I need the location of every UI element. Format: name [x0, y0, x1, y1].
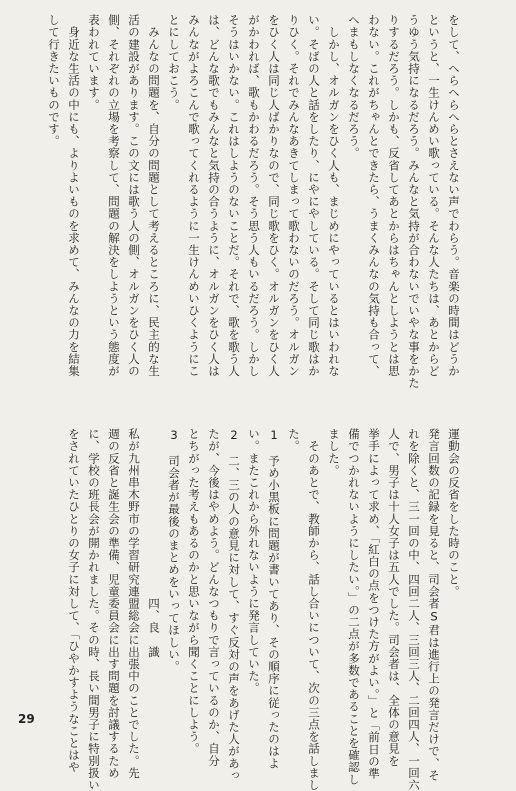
- text-column: 週の反省と誕生会の準備、児童委員会に出す問題を討議するため: [107, 428, 121, 779]
- text-column: をひく人は同じ人ばかりなので、同じ歌をひく。オルガンをひく人: [267, 14, 281, 377]
- text-column: ました。: [327, 428, 341, 477]
- text-column: 1 予め小黒板に問題が書いてあり、その順序に従ったのはよ: [267, 428, 281, 770]
- text-column: 発言回数の記録を見ると、司会者S君は進行上の発言だけで、そ: [427, 428, 441, 782]
- text-column: に、学校の班長会が開かれました。その時、長い間男子に特別扱い: [87, 428, 101, 791]
- text-column: して行きたいものです。: [47, 14, 61, 148]
- text-column: そうはいかない。これはしようのないことだ。それで、歌を歌う人: [227, 14, 241, 377]
- text-column: たが、今後はやめよう。どんなつもりで言っているのか、自分: [207, 428, 221, 767]
- text-column: そのあとで、教師から、話し合いについて、次の三点を話しまし: [307, 428, 321, 791]
- text-column: 側、それぞれの立場を考察して、問題の解決をしようという態度が: [107, 14, 121, 377]
- text-column: い。そばの人と話をしたり、にやにやしている。そして同じ歌はか: [307, 14, 321, 377]
- text-column: い。またこれから外れないように発言していた。: [247, 428, 261, 695]
- text-column: 表われています。: [87, 14, 101, 111]
- text-column: は、どんな歌でもみんなと気持の合うように、オルガンをひく人は: [207, 14, 221, 377]
- text-column: れを除くと、三一回の中、四回二人、三回三人、二回四人、一回六: [407, 428, 421, 791]
- text-column: をして、へらへらへらとさえない声でわらう。音楽の時間はどうか: [447, 14, 461, 377]
- text-column: とちがった考えもあるのかと思いながら聞くことにしよう。: [187, 428, 201, 755]
- text-column: 人で、男子は十人女子は五人でした。司会者は、全体の意見を: [387, 428, 401, 767]
- text-column: へまもしなくなるだろう。: [347, 14, 361, 160]
- text-column: わない。これがちゃんとできたら、うまくみんなの気持も合って、: [367, 14, 381, 377]
- text-column: というと、一生けんめい歌っている。そんな人たちは、あとからど: [427, 14, 441, 377]
- text-column: うゆう気持になるだろう。みんなと気持が合わないでいやな事をかた: [407, 14, 421, 390]
- text-column: りするだろう。しかも、反省してあとからはちゃんとしようとは思: [387, 14, 401, 377]
- text-column: 備でつかれないようにしたい。」の二点が多数であることを確認し: [347, 428, 361, 786]
- text-column: 運動会の反省をした時のこと。: [447, 428, 461, 598]
- text-column: をされていたひとりの女子に対して、「ひやかすようなことはや: [67, 428, 81, 774]
- text-column: 活の建設があります。この文には歌う人の側、オルガンをひく人の: [127, 14, 141, 377]
- text-column: みんなの問題を、自分の問題として考えるところに、民主的な生: [147, 14, 161, 377]
- upper-text-block: [44, 14, 464, 424]
- text-column: とにしておこう。: [167, 14, 181, 111]
- text-column: た。: [287, 428, 301, 453]
- text-column: りひく。それでみんなあきてしまって歌わないのだろう。オルガン: [287, 14, 301, 377]
- text-column: 身近な生活の中にも、よりよいものを求めて、みんなの力を結集: [67, 14, 81, 377]
- text-column: 私が九州串木野市の学習研究連盟総会に出張中のことでした。先: [127, 428, 141, 779]
- text-column: 挙手によって求め、「紅白の点をつけた方がよい。」と「前日の準: [367, 428, 381, 780]
- text-column: がかわれば、歌もかわるだろう。そう思う人もいるだろう。しかし: [247, 14, 261, 377]
- text-column: みんながよろこんで歌ってくれるように一生けんめいひくようにこ: [187, 14, 201, 377]
- text-column: 四、良 識: [147, 428, 161, 658]
- text-column: しかし、オルガンをひく人も、まじめにやっているとはいわれな: [327, 14, 341, 377]
- page-number: 29: [18, 712, 35, 726]
- lower-text-block: [64, 428, 464, 791]
- text-column: 3 司会者が最後のまとめをいってほしい。: [167, 428, 181, 673]
- text-column: 2 二、三の人の意見に対して、すぐ反対の声をあげた人があっ: [227, 428, 241, 782]
